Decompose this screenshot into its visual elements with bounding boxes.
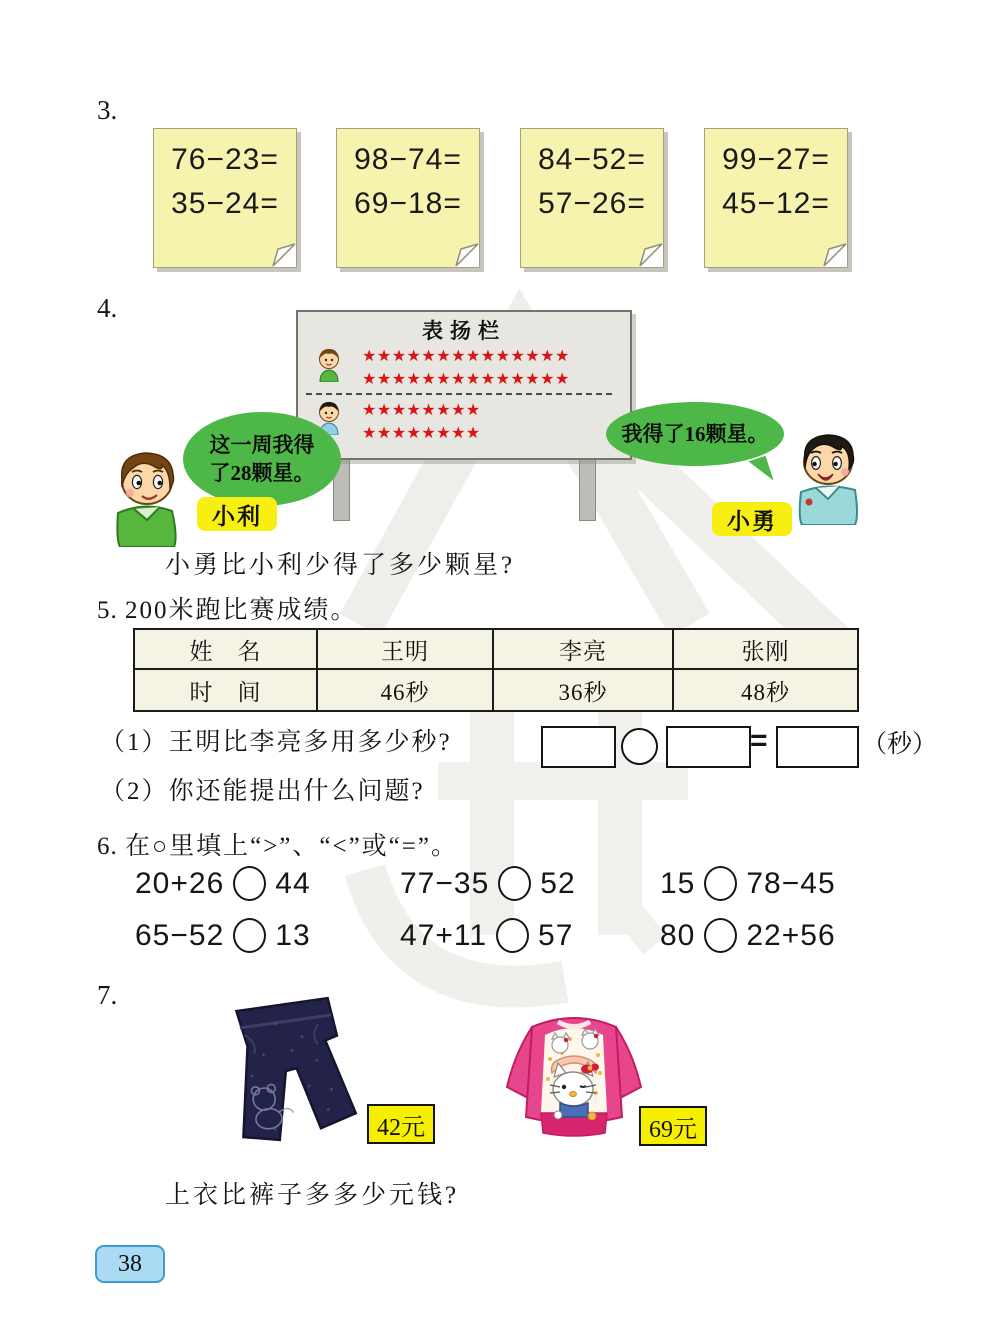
comparison-item [400,866,576,901]
boy-xiaoli-illustration [100,447,195,547]
score-table [133,628,859,712]
math-card-1 [153,128,297,268]
expression-left: 77−35 [400,866,490,900]
card-expression: 57−26= [538,187,646,220]
sweater-image [500,995,648,1147]
comparison-item [135,866,311,901]
comparison-circle[interactable] [233,918,266,953]
boy-avatar-small-icon [316,346,342,382]
expression-right: 22+56 [746,918,836,952]
expression-right: 57 [538,918,574,952]
problem5-title-line [97,590,358,626]
problem6-title: 在○里填上“>”、“<”或“=”。 [125,833,458,860]
folded-corner-icon [270,241,296,267]
comparison-circle[interactable] [498,866,531,901]
operator-circle[interactable] [621,728,658,765]
jeans-image [210,993,365,1153]
table-header-cell: 王明 [318,630,494,670]
boy-xiaoyong-illustration [785,430,875,525]
table-header-cell: 张刚 [674,630,857,670]
folded-corner-icon [637,241,663,267]
problem6-label: 6. [97,833,118,860]
comparison-item [660,866,836,901]
folded-corner-icon [821,241,847,267]
comparison-item [135,918,311,953]
name-tag-xiaoyong: 小勇 [712,502,792,536]
problem5-label: 5. [97,597,118,624]
card-expression: 45−12= [722,187,830,220]
problem5-question1: （1）王明比李亮多用多少秒? [100,729,452,756]
card-expression: 35−24= [171,187,279,220]
unit-label: （秒） [862,731,938,758]
star-row: ★★★★★★★★★★★★★★ [362,369,570,388]
expression-right: 78−45 [746,866,836,900]
answer-box[interactable] [776,726,859,768]
speech-bubble-xiaoyong [606,402,784,466]
card-expression: 98−74= [354,143,462,176]
speech-line: 了28颗星。 [209,461,315,485]
problem7-question: 上衣比裤子多多少元钱? [165,1182,460,1209]
math-card-3 [520,128,664,268]
card-expression: 69−18= [354,187,462,220]
table-cell: 48秒 [741,679,790,705]
board-title: 表扬栏 [422,319,506,343]
card-expression: 99−27= [722,143,830,176]
price-tag-pants: 42元 [367,1104,435,1144]
star-row: ★★★★★★★★ [362,423,481,442]
equals-sign: = [750,724,768,757]
math-card-4 [704,128,848,268]
problem4-label: 4. [97,293,118,323]
table-cell: 46秒 [318,670,494,710]
table-header-cell: 李亮 [494,630,674,670]
star-row: ★★★★★★★★ [362,400,481,419]
speech-line: 我得了16颗星。 [621,421,769,446]
comparison-item [400,918,573,953]
problem7-label: 7. [97,980,118,1010]
answer-box[interactable] [541,726,616,768]
comparison-circle[interactable] [704,866,737,901]
praise-board [296,310,632,460]
expression-left: 20+26 [135,866,225,900]
expression-left: 65−52 [135,918,225,952]
comparison-item [660,918,836,953]
problem5-question2: （2）你还能提出什么问题? [100,778,425,805]
expression-left: 15 [660,866,696,900]
table-cell: 36秒 [494,670,674,710]
comparison-circle[interactable] [704,918,737,953]
price-tag-top: 69元 [639,1106,707,1146]
problem5-title: 200米跑比赛成绩。 [125,597,358,624]
expression-right: 13 [275,918,311,952]
board-leg [579,455,596,521]
expression-left: 47+11 [400,918,488,952]
star-row: ★★★★★★★★★★★★★★ [362,346,570,365]
speech-bubble-xiaoli [183,412,341,506]
page-number-badge: 38 [95,1245,165,1283]
name-tag-xiaoli: 小利 [197,497,277,531]
comparison-circle[interactable] [496,918,529,953]
table-header-cell: 姓 名 [135,630,318,670]
expression-right: 52 [540,866,576,900]
problem4-question: 小勇比小利少得了多少颗星? [165,552,516,579]
math-card-2 [336,128,480,268]
problem6-title-line [97,826,458,862]
answer-box[interactable] [666,726,751,768]
table-cell: 时 间 [135,670,318,710]
expression-right: 44 [275,866,311,900]
comparison-circle[interactable] [233,866,266,901]
card-expression: 84−52= [538,143,646,176]
dashed-divider [306,393,612,395]
folded-corner-icon [453,241,479,267]
speech-line: 这一周我得 [209,432,315,457]
problem3-label: 3. [97,95,118,125]
card-expression: 76−23= [171,143,279,176]
expression-left: 80 [660,918,696,952]
